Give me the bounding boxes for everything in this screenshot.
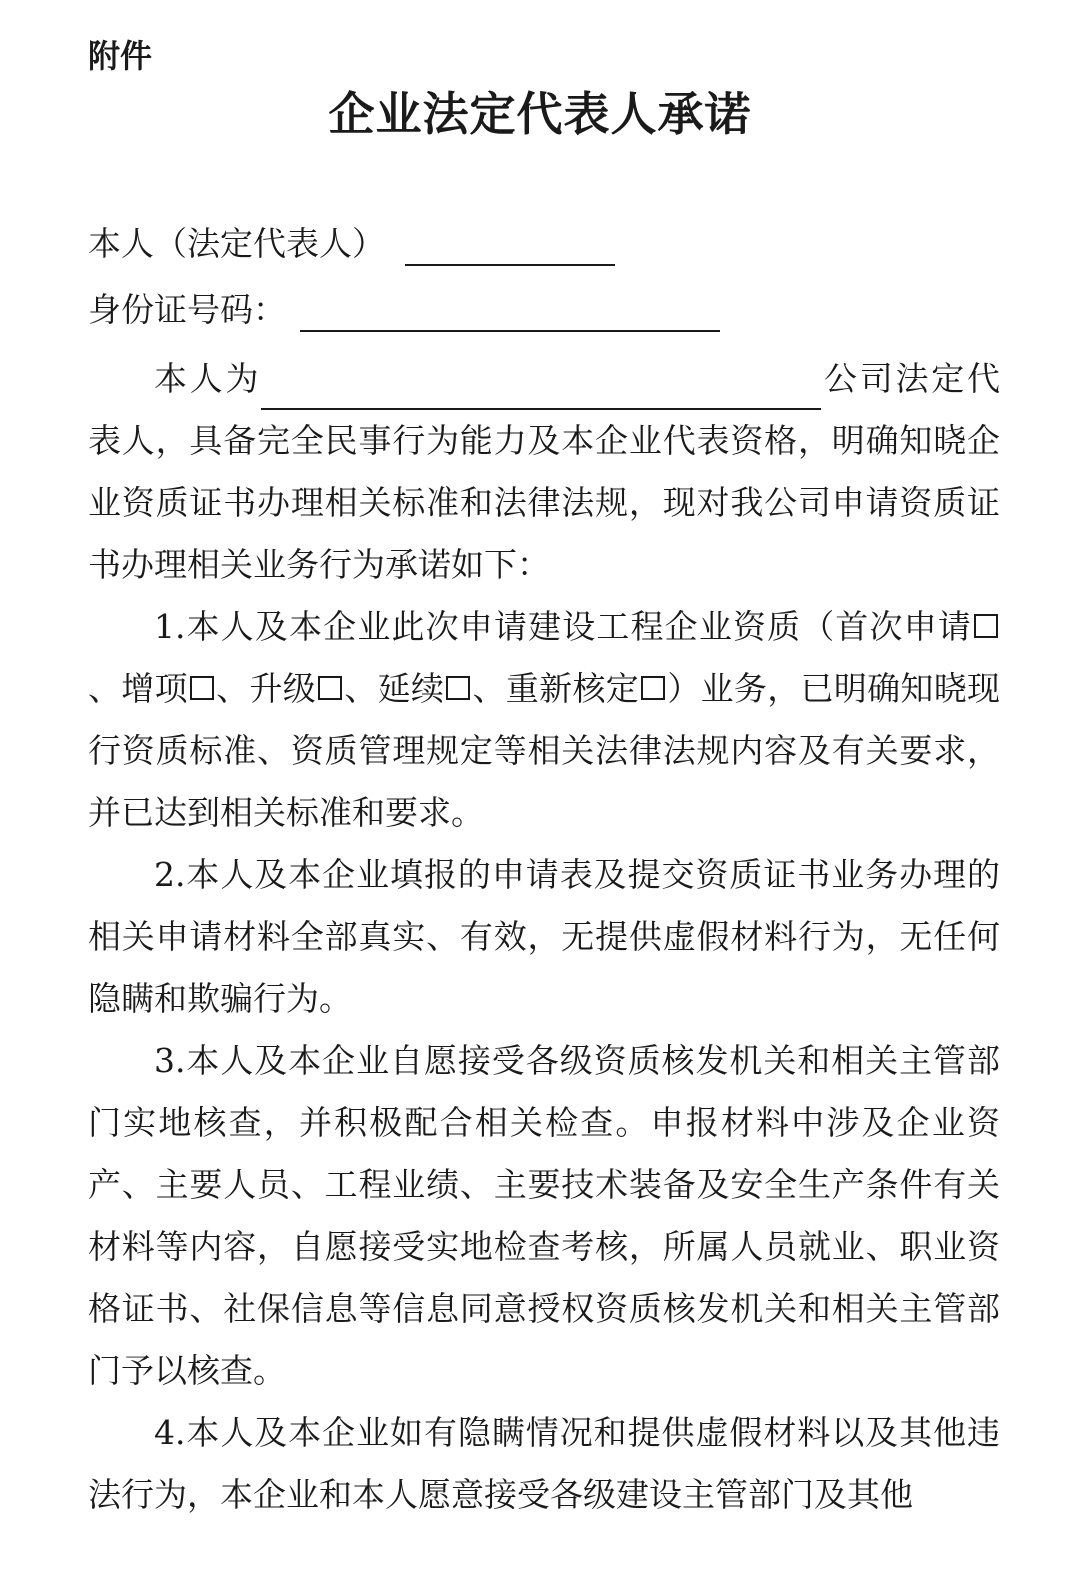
- intro-suffix: 公司法定代: [821, 359, 1000, 398]
- attachment-label: 附件: [88, 37, 153, 75]
- id-number-label: 身份证号码：: [88, 290, 286, 329]
- id-number-blank[interactable]: [300, 294, 720, 332]
- item1-sep-2: 、升级: [215, 669, 317, 708]
- intro-paragraph: [88, 348, 1000, 596]
- commitment-item-2: 2.本人及本企业填报的申请表及提交资质证书业务办理的相关申请材料全部真实、有效，无提供虚假材料行为，无任何隐瞒和欺骗行为。: [88, 855, 1000, 1018]
- legal-rep-line: [88, 222, 615, 266]
- commitment-item-4: 4.本人及本企业如有隐瞒情况和提供虚假材料以及其他违法行为，本企业和本人愿意接受各级建设主管部门及其他: [88, 1413, 1000, 1514]
- item1-text-b: ）业务，已明确知晓现行资质标准、资质管理规定等相关法律法规内容及有关要求，并已达到相关标准和要求。: [88, 669, 1001, 832]
- item1-sep-4: 、重新核定: [472, 669, 640, 708]
- intro-prefix: 本人为: [154, 359, 262, 398]
- commitment-item-1: [88, 596, 1000, 844]
- checkbox-renewal[interactable]: [446, 676, 470, 700]
- commitment-body: [88, 348, 1000, 1526]
- legal-rep-label: 本人（法定代表人）: [88, 224, 385, 263]
- id-number-line: [88, 288, 720, 332]
- checkbox-upgrade[interactable]: [318, 676, 342, 700]
- item1-text-a: 1.本人及本企业此次申请建设工程企业资质（首次申请: [154, 607, 972, 646]
- document-title: 企业法定代表人承诺: [328, 87, 752, 141]
- commitment-item-3: 3.本人及本企业自愿接受各级资质核发机关和相关主管部门实地核查，并积极配合相关检查。申报材料中涉及企业资产、主要人员、工程业绩、主要技术装备及安全生产条件有关材料等内容，自愿接受实地检查考核，所属人员就业、职业资格证书、社保信息等信息同意授权资质核发机关和相关主管部门予以核查。: [88, 1041, 1000, 1390]
- item1-sep-1: 、增项: [88, 669, 188, 708]
- checkbox-first-application[interactable]: [974, 614, 998, 638]
- legal-rep-blank[interactable]: [405, 228, 615, 266]
- checkbox-reassessment[interactable]: [641, 676, 665, 700]
- item1-sep-3: 、延续: [344, 669, 445, 708]
- intro-continuation: 表人，具备完全民事行为能力及本企业代表资格，明确知晓企业资质证书办理相关标准和法律法规，现对我公司申请资质证书办理相关业务行为承诺如下：: [88, 421, 1000, 584]
- company-name-blank[interactable]: [261, 372, 821, 410]
- checkbox-add-item[interactable]: [190, 676, 214, 700]
